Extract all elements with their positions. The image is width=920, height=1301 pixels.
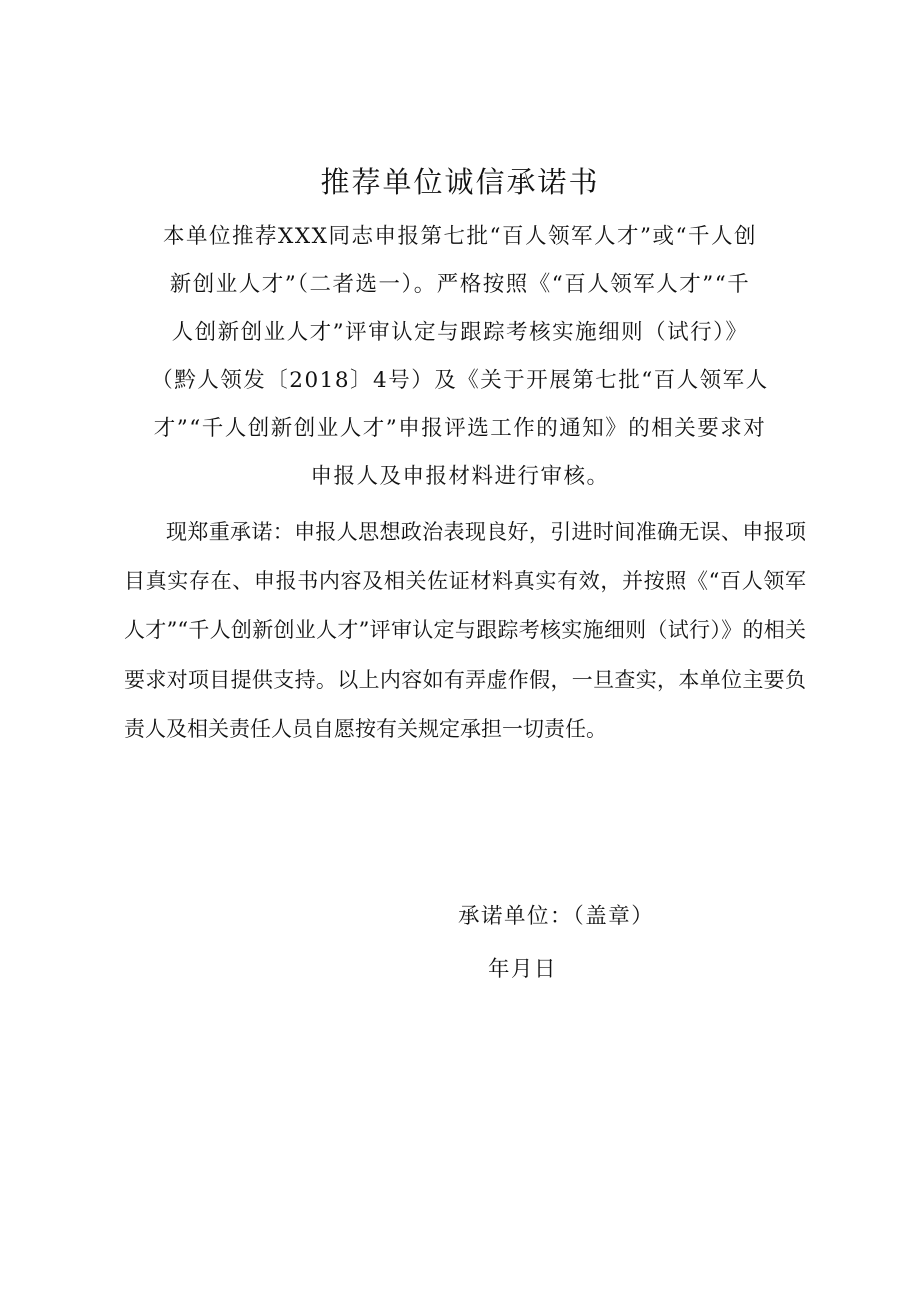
intro-line: 申报人及申报材料进行审核。 — [310, 464, 610, 489]
date-label: 年月日 — [488, 957, 558, 982]
intro-line: 新创业人才”（二者选一）。严格按照《“百人领军人才”“千 — [169, 272, 751, 297]
intro-line: 人创新创业人才”评审认定与跟踪考核实施细则（试行）》 — [171, 320, 749, 345]
document-title: 推荐单位诚信承诺书 — [320, 165, 600, 199]
signature-label: 承诺单位：（盖章） — [458, 904, 655, 929]
intro-line: 本单位推荐XXX同志申报第七批“百人领军人才”或“千人创 — [163, 224, 757, 249]
intro-line: （黔人领发〔2018〕4号）及《关于开展第七批“百人领军人 — [151, 368, 769, 393]
intro-line: 才”“千人创新创业人才”申报评选工作的通知》的相关要求对 — [153, 416, 767, 441]
commitment-paragraph: 现郑重承诺：申报人思想政治表现良好，引进时间准确无误、申报项目真实存在、申报书内容及相关佐证材料真实有效，并按照《“百人领军人才”“千人创新创业人才”评审认定与跟踪考核实施细则（试行）》的相关要求对项目提供支持。以上内容如有弄虚作假，一旦查实，本单位主要负责人及相关责任人员自愿按有关规定承担一切责任。 — [124, 520, 806, 741]
